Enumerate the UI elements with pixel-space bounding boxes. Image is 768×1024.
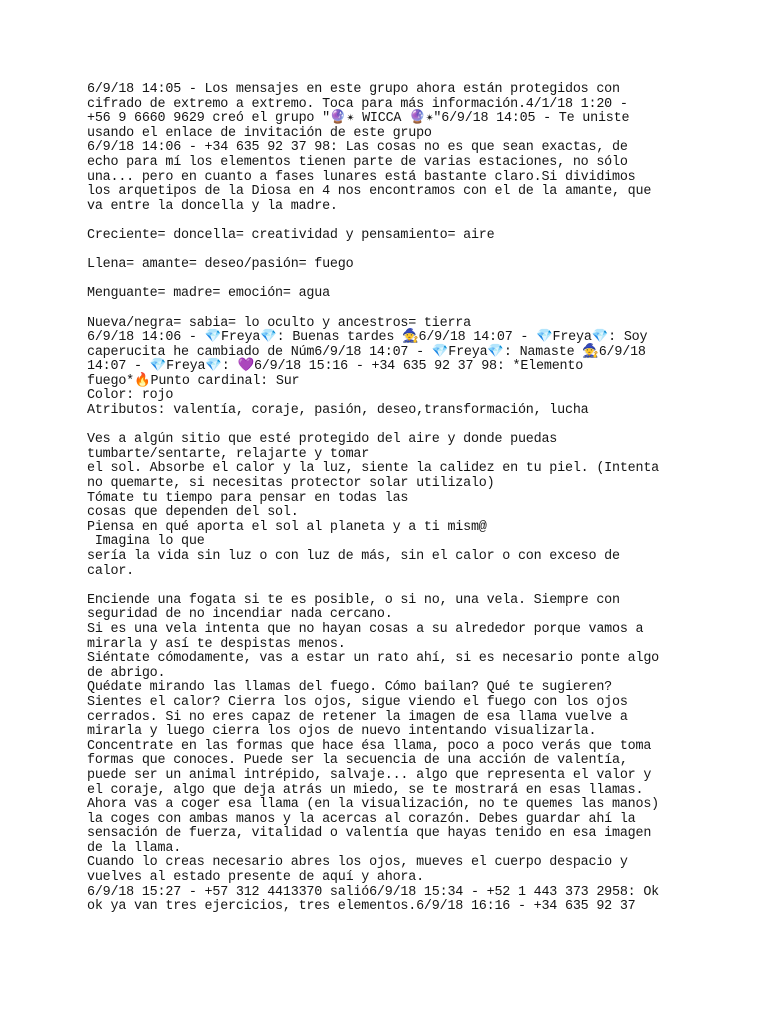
text-line: 6/9/18 14:05 - Los mensajes en este grupo ahora están protegidos con <box>87 82 620 97</box>
text-line: formas que conoces. Puede ser la secuencia de una acción de valentía, <box>87 753 628 769</box>
text-line: va entre la doncella y la madre. <box>87 198 338 214</box>
text-line: Enciende una fogata si te es posible, o si no, una vela. Siempre con <box>87 592 620 608</box>
text-line: Siéntate cómodamente, vas a estar un rato ahí, si es necesario ponte algo <box>87 651 660 667</box>
text-line: Creciente= doncella= creatividad y pensamiento= aire <box>87 227 495 243</box>
text-line: el coraje, algo que deja atrás un miedo, se te mostrará en esas llamas. <box>87 782 644 798</box>
text-line: cosas que dependen del sol. <box>87 505 299 521</box>
text-line: Ves a algún sitio que esté protegido del aire y donde puedas <box>87 432 558 448</box>
text-line: Atributos: valentía, coraje, pasión, deseo,transformación, lucha <box>87 403 589 419</box>
text-line: 6/9/18 15:27 - +57 312 4413370 salió6/9/18 15:34 - +52 1 443 373 2958: Ok <box>87 884 660 900</box>
text-line: vuelves al estado presente de aquí y ahora. <box>87 870 424 886</box>
blank-line <box>87 419 687 434</box>
text-line: cifrado de extremo a extremo. Toca para más información.4/1/18 1:20 - <box>87 96 628 112</box>
text-line: mirarla y así te despistas menos. <box>87 636 346 652</box>
text-line: una... pero en cuanto a fases lunares está bastante claro.Si dividimos <box>87 169 636 185</box>
text-line: Si es una vela intenta que no hayan cosas a su alrededor porque vamos a <box>87 621 644 637</box>
text-line: 6/9/18 14:06 - 💎Freya💎: Buenas tardes 🧙6/9/18 14:07 - 💎Freya💎: Soy <box>87 330 648 346</box>
text-line: +56 9 6660 9629 creó el grupo "🔮✴ WICCA 🔮✴"6/9/18 14:05 - Te uniste <box>87 111 630 127</box>
text-line: Tómate tu tiempo para pensar en todas las <box>87 490 409 506</box>
text-line: Nueva/negra= sabia= lo oculto y ancestros= tierra <box>87 315 471 331</box>
text-line: ok ya van tres ejercicios, tres elementos.6/9/18 16:16 - +34 635 92 37 <box>87 899 636 915</box>
text-line: echo para mí los elementos tienen parte de varias estaciones, no sólo <box>87 154 628 170</box>
text-line: sensación de fuerza, vitalidad o valentía que hayas tenido en esa imagen <box>87 826 652 842</box>
text-line: de abrigo. <box>87 665 166 681</box>
text-line: Sientes el calor? Cierra los ojos, sigue viendo el fuego con los ojos <box>87 694 628 710</box>
text-line: Cuando lo creas necesario abres los ojos, mueves el cuerpo despacio y <box>87 855 628 871</box>
text-line: no quemarte, si necesitas protector solar utilizalo) <box>87 476 495 492</box>
text-line: sería la vida sin luz o con luz de más, sin el calor o con exceso de <box>87 549 620 564</box>
text-line: puede ser un animal intrépido, salvaje... algo que representa el valor y <box>87 767 652 783</box>
text-line: Llena= amante= deseo/pasión= fuego <box>87 257 354 273</box>
blank-line <box>87 244 687 259</box>
text-line: calor. <box>87 563 135 579</box>
text-line: Quédate mirando las llamas del fuego. Cómo bailan? Qué te sugieren? <box>87 680 612 696</box>
text-line: Piensa en qué aporta el sol al planeta y a ti mism@ <box>87 519 487 535</box>
chat-log-text <box>87 83 687 915</box>
text-line: cerrados. Si no eres capaz de retener la imagen de esa llama vuelve a <box>87 709 628 725</box>
text-line: usando el enlace de invitación de este grupo <box>87 125 432 141</box>
text-line: Menguante= madre= emoción= agua <box>87 286 330 302</box>
text-line: tumbarte/sentarte, relajarte y tomar <box>87 446 370 462</box>
text-line: mirarla y luego cierra los ojos de nuevo intentando visualizarla. <box>87 724 597 740</box>
text-line: caperucita he cambiado de Núm6/9/18 14:07 - 💎Freya💎: Namaste 🧙6/9/18 <box>87 344 646 360</box>
text-line: seguridad de no incendiar nada cercano. <box>87 607 393 623</box>
text-line: fuego*🔥Punto cardinal: Sur <box>87 373 300 389</box>
text-line: 6/9/18 14:06 - +34 635 92 37 98: Las cosas no es que sean exactas, de <box>87 140 628 156</box>
blank-line <box>87 579 687 594</box>
text-line: el sol. Absorbe el calor y la luz, siente la calidez en tu piel. (Intenta <box>87 461 660 477</box>
text-line: Ahora vas a coger esa llama (en la visualización, no te quemes las manos) <box>87 797 660 813</box>
blank-line <box>87 273 687 288</box>
text-line: los arquetipos de la Diosa en 4 nos encontramos con el de la amante, que <box>87 184 652 200</box>
text-line: la coges con ambas manos y la acercas al corazón. Debes guardar ahí la <box>87 811 636 827</box>
text-line: 14:07 - 💎Freya💎: 💜6/9/18 15:16 - +34 635 92 37 98: *Elemento <box>87 359 584 375</box>
text-line: Color: rojo <box>87 388 174 404</box>
blank-line <box>87 302 687 317</box>
blank-line <box>87 214 687 229</box>
text-line: Concentrate en las formas que hace ésa llama, poco a poco verás que toma <box>87 738 652 754</box>
text-line: de la llama. <box>87 840 182 856</box>
text-line: Imagina lo que <box>87 534 205 550</box>
